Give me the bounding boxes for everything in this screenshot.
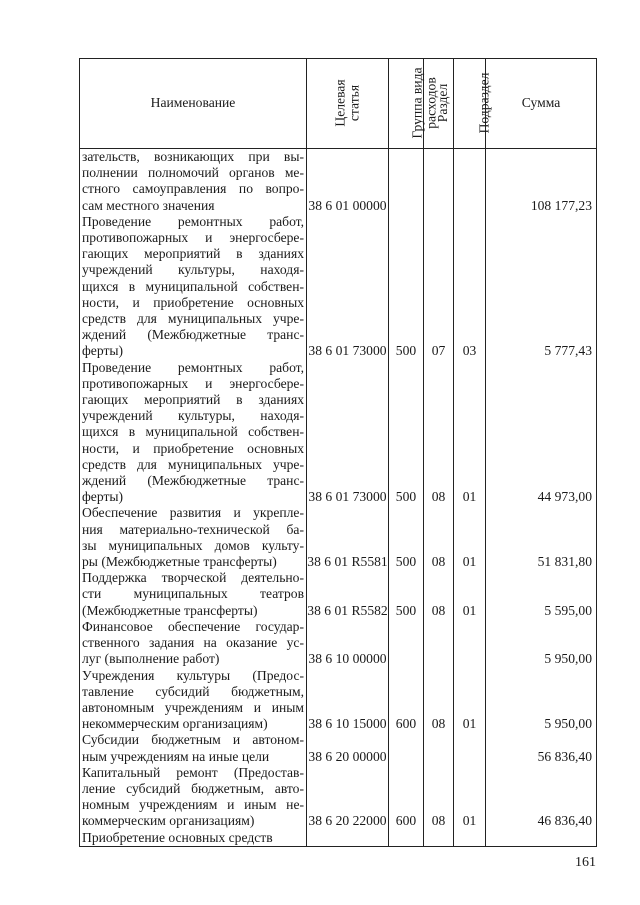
row-name (80, 360, 307, 506)
header-expense-group: Группа вида расходов (389, 59, 424, 149)
row-name-line: учреждений культуры, находя- (82, 262, 304, 278)
row-name-line: полнении полномочий органов ме- (82, 165, 304, 181)
table-row (80, 505, 597, 570)
row-subsection: 01 (454, 360, 486, 506)
row-expense-group: 500 (389, 570, 424, 619)
row-name-line: средств для муниципальных учре- (82, 311, 304, 327)
row-section (424, 149, 454, 214)
row-name (80, 149, 307, 214)
row-name-line: ственного задания на оказание ус- (82, 635, 304, 651)
row-name-line: учреждений культуры, находя- (82, 408, 304, 424)
row-target-article: 38 6 01 73000 (307, 360, 389, 506)
row-amount: 44 973,00 (486, 360, 597, 506)
row-expense-group: 600 (389, 668, 424, 733)
row-subsection (454, 619, 486, 668)
row-name-line: Капитальный ремонт (Предостав- (82, 764, 304, 780)
row-section: 08 (424, 668, 454, 733)
table-row (80, 619, 597, 668)
budget-table (79, 58, 597, 847)
row-amount: 56 836,40 (486, 732, 597, 764)
header-name: Наименование (80, 59, 307, 149)
row-target-article: 38 6 20 00000 (307, 732, 389, 764)
row-amount: 5 950,00 (486, 668, 597, 733)
row-section: 07 (424, 214, 454, 360)
row-section: 08 (424, 765, 454, 830)
row-expense-group (389, 732, 424, 764)
row-name-line: ферты) (82, 343, 124, 359)
row-target-article: 38 6 20 22000 (307, 765, 389, 830)
row-target-article: 38 6 01 R5581 (307, 505, 389, 570)
table-row (80, 732, 597, 764)
row-name-line: ности, и приобретение основных (82, 294, 304, 310)
row-subsection: 01 (454, 570, 486, 619)
table-header-row (80, 59, 597, 149)
table-row (80, 765, 597, 830)
row-subsection (454, 149, 486, 214)
row-section: 08 (424, 505, 454, 570)
row-name-line: Учреждения культуры (Предос- (82, 667, 304, 683)
row-expense-group (389, 619, 424, 668)
row-amount: 5 777,43 (486, 214, 597, 360)
row-expense-group: 500 (389, 214, 424, 360)
row-name-line: ным учреждениям на иные цели (82, 748, 270, 764)
row-name-line: ждений (Межбюджетные транс- (82, 473, 304, 489)
row-name-line: автономным учреждениям и иным (82, 699, 304, 715)
table-row (80, 830, 597, 847)
row-amount: 108 177,23 (486, 149, 597, 214)
row-amount: 51 831,80 (486, 505, 597, 570)
row-section: 08 (424, 570, 454, 619)
row-name-line: Приобретение основных средств (82, 829, 273, 845)
row-target-article: 38 6 01 73000 (307, 214, 389, 360)
row-name-line: Проведение ремонтных работ, (82, 359, 304, 375)
row-section (424, 619, 454, 668)
table-row (80, 360, 597, 506)
row-name-line: гающих мероприятий в зданиях (82, 246, 304, 262)
row-section (424, 830, 454, 847)
header-amount: Сумма (486, 59, 597, 149)
row-amount: 46 836,40 (486, 765, 597, 830)
row-name (80, 732, 307, 764)
row-name-line: Проведение ремонтных работ, (82, 213, 304, 229)
row-name-line: (Межбюджетные трансферты) (82, 602, 258, 618)
row-expense-group: 500 (389, 505, 424, 570)
row-name-line: зы муниципальных домов культу- (82, 537, 304, 553)
row-target-article (307, 830, 389, 847)
row-name (80, 830, 307, 847)
row-name-line: зательств, возникающих при вы- (82, 149, 304, 164)
row-name (80, 214, 307, 360)
row-name (80, 570, 307, 619)
row-name-line: ности, и приобретение основных (82, 440, 304, 456)
row-subsection (454, 830, 486, 847)
row-name-line: луг (выполнение работ) (82, 651, 220, 667)
row-name-line: Субсидии бюджетным и автоном- (82, 732, 304, 748)
row-name-line: щихся в муниципальной собствен- (82, 278, 304, 294)
row-subsection: 01 (454, 505, 486, 570)
row-amount: 5 950,00 (486, 619, 597, 668)
row-subsection (454, 732, 486, 764)
row-amount: 5 595,00 (486, 570, 597, 619)
row-expense-group: 500 (389, 360, 424, 506)
header-subsection: Подраздел (454, 59, 486, 149)
table-row (80, 149, 597, 214)
row-expense-group: 600 (389, 765, 424, 830)
table-row (80, 214, 597, 360)
row-expense-group (389, 830, 424, 847)
row-name-line: гающих мероприятий в зданиях (82, 392, 304, 408)
row-name-line: средств для муниципальных учре- (82, 456, 304, 472)
row-name-line: ление субсидий бюджетным, авто- (82, 780, 304, 796)
row-expense-group (389, 149, 424, 214)
row-name-line: ферты) (82, 489, 124, 505)
row-name-line: сти муниципальных театров (82, 586, 304, 602)
row-target-article: 38 6 10 00000 (307, 619, 389, 668)
row-name-line: противопожарных и энергосбере- (82, 375, 304, 391)
row-name-line: ния материально-технической ба- (82, 521, 304, 537)
row-target-article: 38 6 10 15000 (307, 668, 389, 733)
row-target-article: 38 6 01 00000 (307, 149, 389, 214)
row-section (424, 732, 454, 764)
row-section: 08 (424, 360, 454, 506)
row-name (80, 619, 307, 668)
row-amount (486, 830, 597, 847)
row-name-line: номным учреждениям и иным не- (82, 797, 304, 813)
header-section: Раздел (424, 59, 454, 149)
row-name-line: ждений (Межбюджетные транс- (82, 327, 304, 343)
row-name-line: коммерческим организациям) (82, 813, 255, 829)
row-subsection: 03 (454, 214, 486, 360)
row-name-line: щихся в муниципальной собствен- (82, 424, 304, 440)
row-name (80, 765, 307, 830)
row-name-line: Обеспечение развития и укрепле- (82, 505, 304, 521)
page-number: 161 (575, 855, 596, 870)
row-name-line: сам местного значения (82, 197, 215, 213)
row-name (80, 668, 307, 733)
row-name (80, 505, 307, 570)
row-target-article: 38 6 01 R5582 (307, 570, 389, 619)
row-subsection: 01 (454, 765, 486, 830)
row-name-line: противопожарных и энергосбере- (82, 230, 304, 246)
row-name-line: Поддержка творческой деятельно- (82, 570, 304, 586)
table-row (80, 668, 597, 733)
header-target-article: Целевая статья (307, 59, 389, 149)
table-row (80, 570, 597, 619)
row-name-line: стного самоуправления по вопро- (82, 181, 304, 197)
row-name-line: тавление субсидий бюджетным, (82, 683, 304, 699)
row-name-line: некоммерческим организациям) (82, 716, 268, 732)
row-subsection: 01 (454, 668, 486, 733)
row-name-line: Финансовое обеспечение государ- (82, 618, 304, 634)
row-name-line: ры (Межбюджетные трансферты) (82, 554, 277, 570)
